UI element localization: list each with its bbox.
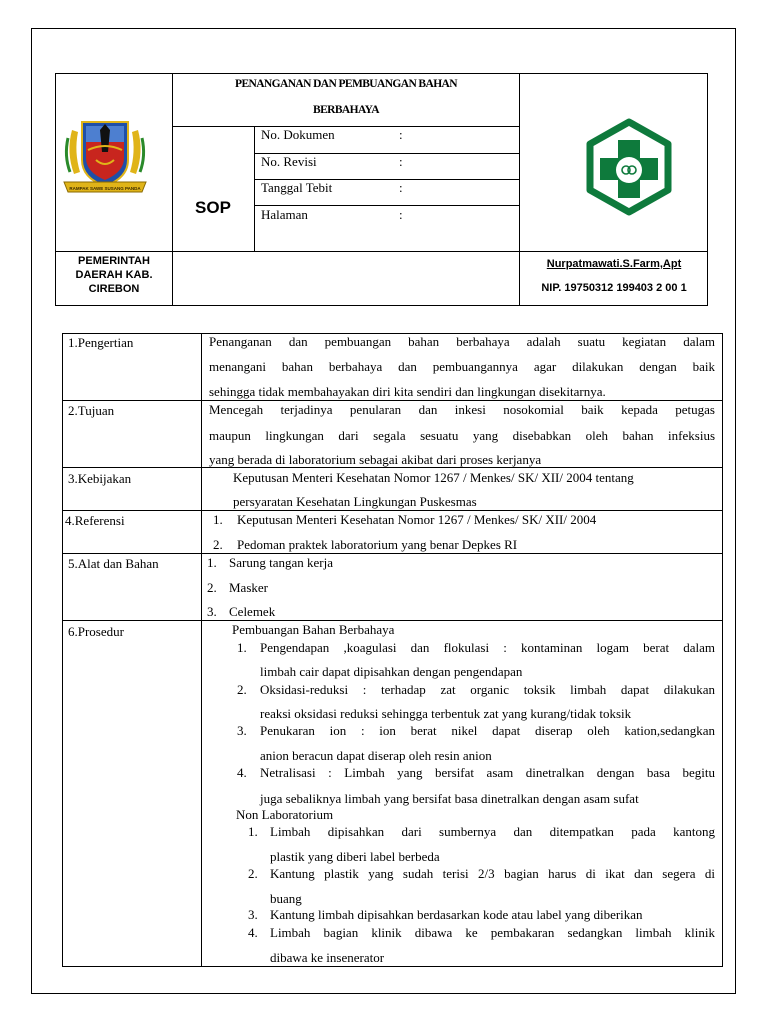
org-line-2: DAERAH KAB.: [75, 269, 153, 281]
prosedur-b-line: dibawa ke insenerator: [270, 950, 385, 965]
prosedur-a-line: Netralisasi : Limbah yang bersifat asam dinetralkan dengan basa begitu: [260, 765, 715, 780]
title-line-1: PENANGANAN DAN PEMBUANGAN BAHAN: [235, 78, 457, 90]
kebijakan-line: persyaratan Kesehatan Lingkungan Puskesmas: [233, 494, 477, 509]
prosedur-a-line: juga sebaliknya limbah yang bersifat basa dinetralkan dengan asam sufat: [260, 791, 639, 806]
official-name: Nurpatmawati.S.Farm,Apt: [546, 258, 682, 270]
tujuan-line: Mencegah terjadinya penularan dan inkesi nosokomial baik kepada petugas: [209, 402, 715, 417]
section-label-alat-dan-bahan: 5.Alat dan Bahan: [68, 556, 159, 571]
doc-field-sep: :: [399, 207, 403, 222]
prosedur-a-line: Penukaran ion : ion berat nikel dapat diserap oleh kation,sedangkan: [260, 723, 715, 738]
doc-field-halaman: Halaman: [261, 207, 308, 222]
section-label-prosedur: 6.Prosedur: [68, 624, 124, 639]
pengertian-line: Penanganan dan pembuangan bahan berbahaya adalah suatu kegiatan dalam: [209, 334, 715, 349]
prosedur-b-line: plastik yang diberi label berbeda: [270, 849, 440, 864]
alat-num: 2.: [207, 580, 217, 595]
prosedur-a-line: limbah cair dapat dipisahkan dengan pengendapan: [260, 664, 523, 679]
prosedur-heading-pembuangan: Pembuangan Bahan Berbahaya: [232, 622, 395, 637]
org-line-3: CIREBON: [88, 283, 140, 295]
org-line-1: PEMERINTAH: [78, 255, 150, 267]
alat-num: 1.: [207, 555, 217, 570]
prosedur-b-line: Kantung limbah dipisahkan berdasarkan kode atau label yang diberikan: [270, 907, 643, 922]
doc-field-sep: :: [399, 154, 403, 169]
doc-field-tanggal-tebit: Tanggal Tebit: [261, 180, 333, 195]
prosedur-a-num: 1.: [237, 640, 247, 655]
prosedur-b-num: 4.: [248, 925, 258, 940]
prosedur-a-line: anion beracun dapat diserap oleh resin anion: [260, 748, 492, 763]
prosedur-a-line: Oksidasi-reduksi : terhadap zat organic toksik limbah dapat dilakukan: [260, 682, 715, 697]
pengertian-line: sehingga tidak membahayakan diri kita sendiri dan lingkungan disekitarnya.: [209, 384, 606, 399]
prosedur-a-line: Pengendapan ,koagulasi dan flokulasi : kontaminan logam berat dalam: [260, 640, 715, 655]
cirebon-crest-logo: [58, 112, 152, 198]
prosedur-a-num: 4.: [237, 765, 247, 780]
prosedur-b-line: buang: [270, 891, 302, 906]
section-label-pengertian: 1.Pengertian: [68, 335, 134, 350]
kebijakan-line: Keputusan Menteri Kesehatan Nomor 1267 / Menkes/ SK/ XII/ 2004 tentang: [233, 470, 634, 485]
doc-field-sep: :: [399, 180, 403, 195]
referensi-item: Keputusan Menteri Kesehatan Nomor 1267 / Menkes/ SK/ XII/ 2004: [237, 512, 597, 527]
prosedur-a-num: 2.: [237, 682, 247, 697]
prosedur-b-line: Limbah bagian klinik dibawa ke pembakaran sedangkan limbah klinik: [270, 925, 715, 940]
puskesmas-logo: [578, 116, 680, 218]
referensi-num: 1.: [213, 512, 223, 527]
sop-label: SOP: [195, 198, 231, 217]
prosedur-b-num: 2.: [248, 866, 258, 881]
prosedur-b-num: 1.: [248, 824, 258, 839]
prosedur-heading-non-laboratorium: Non Laboratorium: [236, 807, 334, 822]
prosedur-b-num: 3.: [248, 907, 258, 922]
alat-num: 3.: [207, 604, 217, 619]
prosedur-a-num: 3.: [237, 723, 247, 738]
prosedur-b-line: Kantung plastik yang sudah terisi 2/3 bagian harus di ikat dan segera di: [270, 866, 715, 881]
title-line-2: BERBAHAYA: [313, 104, 379, 116]
crest-banner-text: RAMPAK SAWE SUSANG PANDA: [69, 186, 141, 191]
referensi-num: 2.: [213, 537, 223, 552]
official-nip: NIP. 19750312 199403 2 00 1: [541, 282, 687, 294]
doc-field-sep: :: [399, 127, 403, 142]
document-title: [173, 75, 519, 117]
alat-item: Celemek: [229, 604, 276, 619]
tujuan-line: maupun lingkungan dari segala sesuatu yang disebabkan oleh bahan infeksius: [209, 428, 715, 443]
prosedur-a-line: reaksi oksidasi reduksi sehingga terbentuk zat yang kurang/tidak toksik: [260, 706, 632, 721]
pengertian-line: menangani bahan berbahaya dan pembuangannya agar dilakukan dengan baik: [209, 359, 715, 374]
prosedur-b-line: Limbah dipisahkan dari sumbernya dan ditempatkan pada kantong: [270, 824, 715, 839]
tujuan-line: yang berada di laboratorium sebagai akibat dari proses kerjanya: [209, 452, 542, 467]
doc-field-no-dokumen: No. Dokumen: [261, 127, 335, 142]
alat-item: Masker: [229, 580, 268, 595]
referensi-item: Pedoman praktek laboratorium yang benar Depkes RI: [237, 537, 518, 552]
doc-field-no-revisi: No. Revisi: [261, 154, 317, 169]
section-label-referensi: 4.Referensi: [65, 513, 125, 528]
section-label-tujuan: 2.Tujuan: [68, 403, 115, 418]
organization-name: [56, 254, 172, 296]
section-label-kebijakan: 3.Kebijakan: [68, 471, 132, 486]
alat-item: Sarung tangan kerja: [229, 555, 333, 570]
